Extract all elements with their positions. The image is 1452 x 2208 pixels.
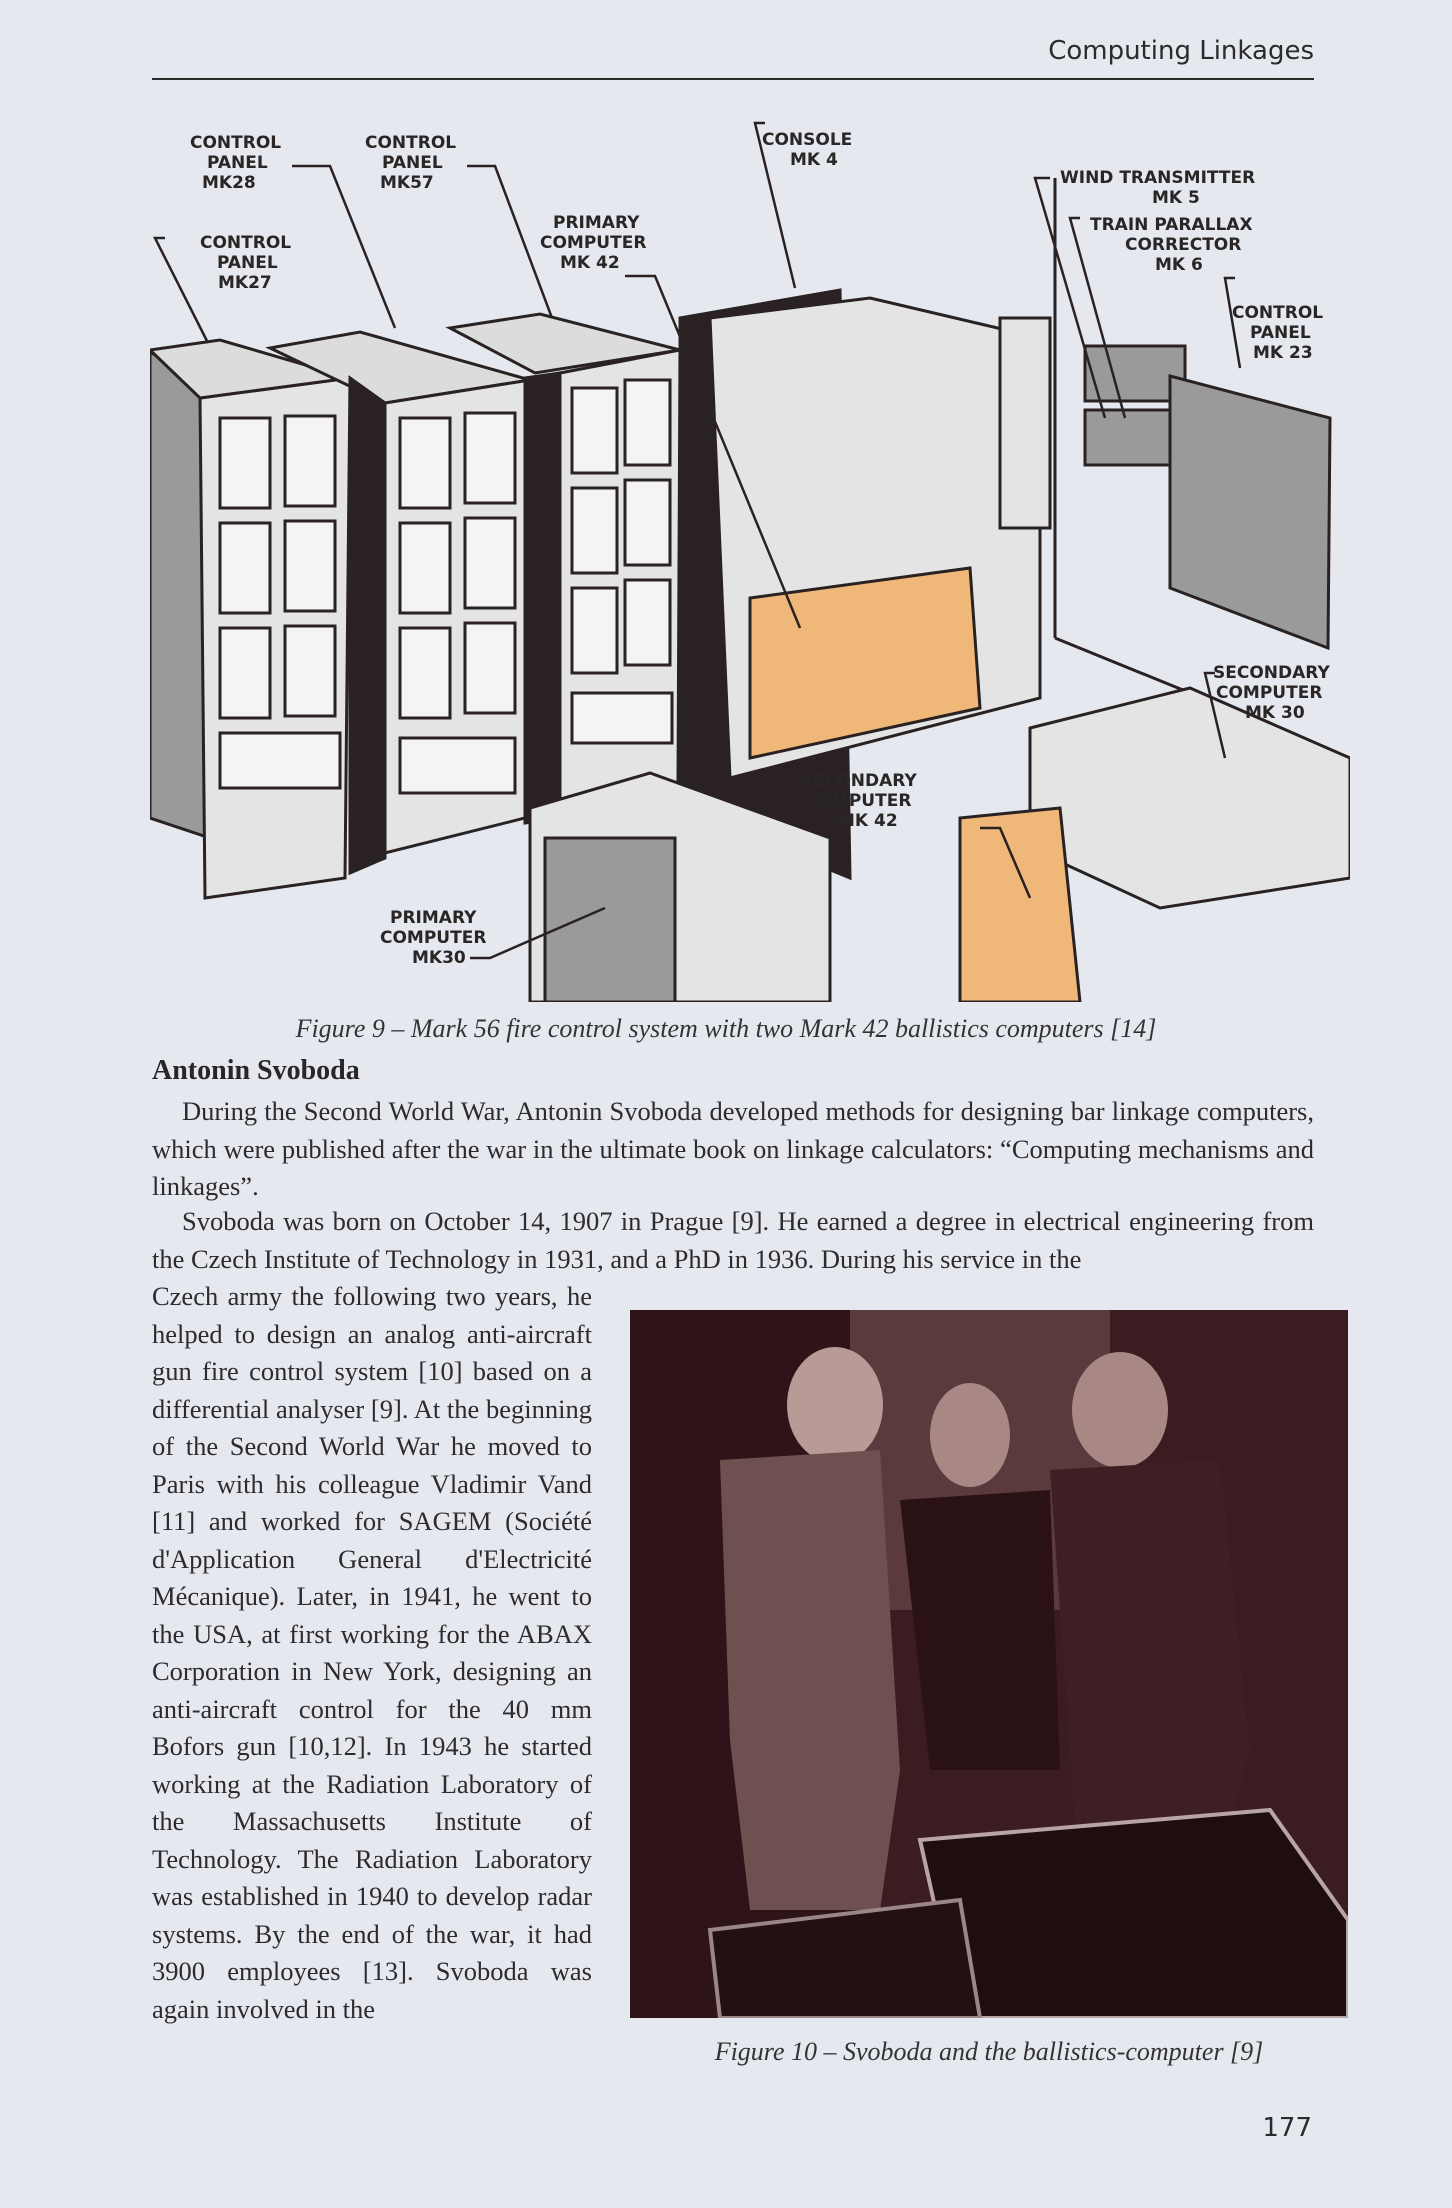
secondary-computer-mk42 (960, 808, 1080, 1002)
label-cp27-line3: MK27 (218, 273, 272, 293)
label-cp27-line2: PANEL (217, 253, 278, 273)
person-left-head (787, 1347, 883, 1463)
section-heading: Antonin Svoboda (152, 1055, 360, 1086)
label-cp23-line3: MK 23 (1253, 343, 1313, 363)
paragraph-3: Czech army the following two years, he helped to design an analog anti-aircraft gun fire control system [10] based on a differential analyser [9]. At the beginning of the Second World War he moved to Paris with his colleague Vladimir Vand [11] and worked for SAGEM (Société d'Application General d'Electricité Mécanique). Later, in 1941, he went to the USA, at first working for the ABAX Corporation in New York, designing an anti-aircraft control for the 40 mm Bofors gun [10,12]. In 1943 he started working at the Radiation Laboratory of the Massachusetts Institute of Technology. The Radiation Laboratory was established in 1940 to develop radar systems. By the end of the war, it had 3900 employees [13]. Svoboda was again involved in the (152, 1281, 592, 2024)
label-wind-line1: WIND TRANSMITTER (1060, 168, 1256, 188)
figure-9-caption: Figure 9 – Mark 56 fire control system with two Mark 42 ballistics computers [14] (295, 1014, 1157, 1043)
person-middle-head (930, 1383, 1010, 1487)
svg-text:CONTROLPANELMK 23 (1232, 303, 1323, 363)
label-pc30-line3: MK30 (412, 948, 466, 968)
svg-text:CONTROLPANELMK27 (200, 233, 291, 293)
console-accent-panel (750, 568, 980, 758)
running-header (152, 30, 1314, 80)
label-cp57-line1: CONTROL (365, 133, 457, 153)
label-train-line1: TRAIN PARALLAX (1090, 215, 1253, 235)
label-pc42-line1: PRIMARY (553, 213, 640, 233)
label-pc42-line3: MK 42 (560, 253, 620, 273)
label-console-line1: CONSOLE (762, 130, 853, 150)
figure-9-illustration (150, 118, 1350, 1002)
label-sc30-line3: MK 30 (1245, 703, 1305, 723)
label-train-line3: MK 6 (1155, 255, 1203, 275)
label-cp57-line2: PANEL (382, 153, 443, 173)
svg-text:WIND TRANSMITTERMK 5 (1060, 168, 1255, 208)
paragraph-2: Svoboda was born on October 14, 1907 in Prague [9]. He earned a degree in electrical engineering from the Czech Institute of Technology in 1931, and a PhD in 1936. During his service in the (152, 1206, 1314, 1274)
header-title: Computing Linkages (1048, 36, 1314, 66)
person-left-suit (720, 1450, 900, 1910)
svg-text:PRIMARYCOMPUTERMK 42 (540, 213, 646, 273)
svoboda-photo (630, 1310, 1348, 2018)
label-pc30-line2: COMPUTER (380, 928, 487, 948)
svg-text:CONTROLPANELMK57 (365, 133, 456, 193)
person-right-head (1072, 1352, 1168, 1468)
label-train-line2: CORRECTOR (1125, 235, 1242, 255)
label-sc42-line1: SECONDARY (800, 771, 917, 791)
label-cp28-line3: MK28 (202, 173, 256, 193)
control-panel-mk23 (1170, 376, 1330, 648)
label-pc42-line2: COMPUTER (540, 233, 647, 253)
label-sc42-line3: MK 42 (838, 811, 898, 831)
label-sc42-line2: COMPUTER (805, 791, 912, 811)
label-cp27-line1: CONTROL (200, 233, 292, 253)
svg-text:CONSOLEMK 4 (762, 130, 852, 170)
fire-control-system-drawing (150, 118, 1350, 1002)
figure-10-photo (630, 1310, 1348, 2018)
computer-chassis (920, 1810, 1348, 2018)
label-cp57-line3: MK57 (380, 173, 434, 193)
svg-text:CONTROLPANELMK28 (190, 133, 281, 193)
svg-text:TRAIN PARALLAXCORRECTORMK 6 (1090, 215, 1253, 275)
label-cp23-line1: CONTROL (1232, 303, 1324, 323)
label-cp28-line1: CONTROL (190, 133, 282, 153)
label-cp28-line2: PANEL (207, 153, 268, 173)
label-sc30-line1: SECONDARY (1213, 663, 1330, 683)
label-wind-line2: MK 5 (1152, 188, 1200, 208)
page-number: 177 (1262, 2113, 1312, 2143)
paragraph-1: During the Second World War, Antonin Svoboda developed methods for designing bar linkage computers, which were published after the war in the ultimate book on linkage calculators: “Computing mechanisms and linkages”. (152, 1096, 1314, 1201)
label-cp23-line2: PANEL (1250, 323, 1311, 343)
label-console-line2: MK 4 (790, 150, 838, 170)
figure-10-caption: Figure 10 – Svoboda and the ballistics-computer [9] (714, 2037, 1264, 2066)
label-sc30-line2: COMPUTER (1216, 683, 1323, 703)
label-pc30-line1: PRIMARY (390, 908, 477, 928)
